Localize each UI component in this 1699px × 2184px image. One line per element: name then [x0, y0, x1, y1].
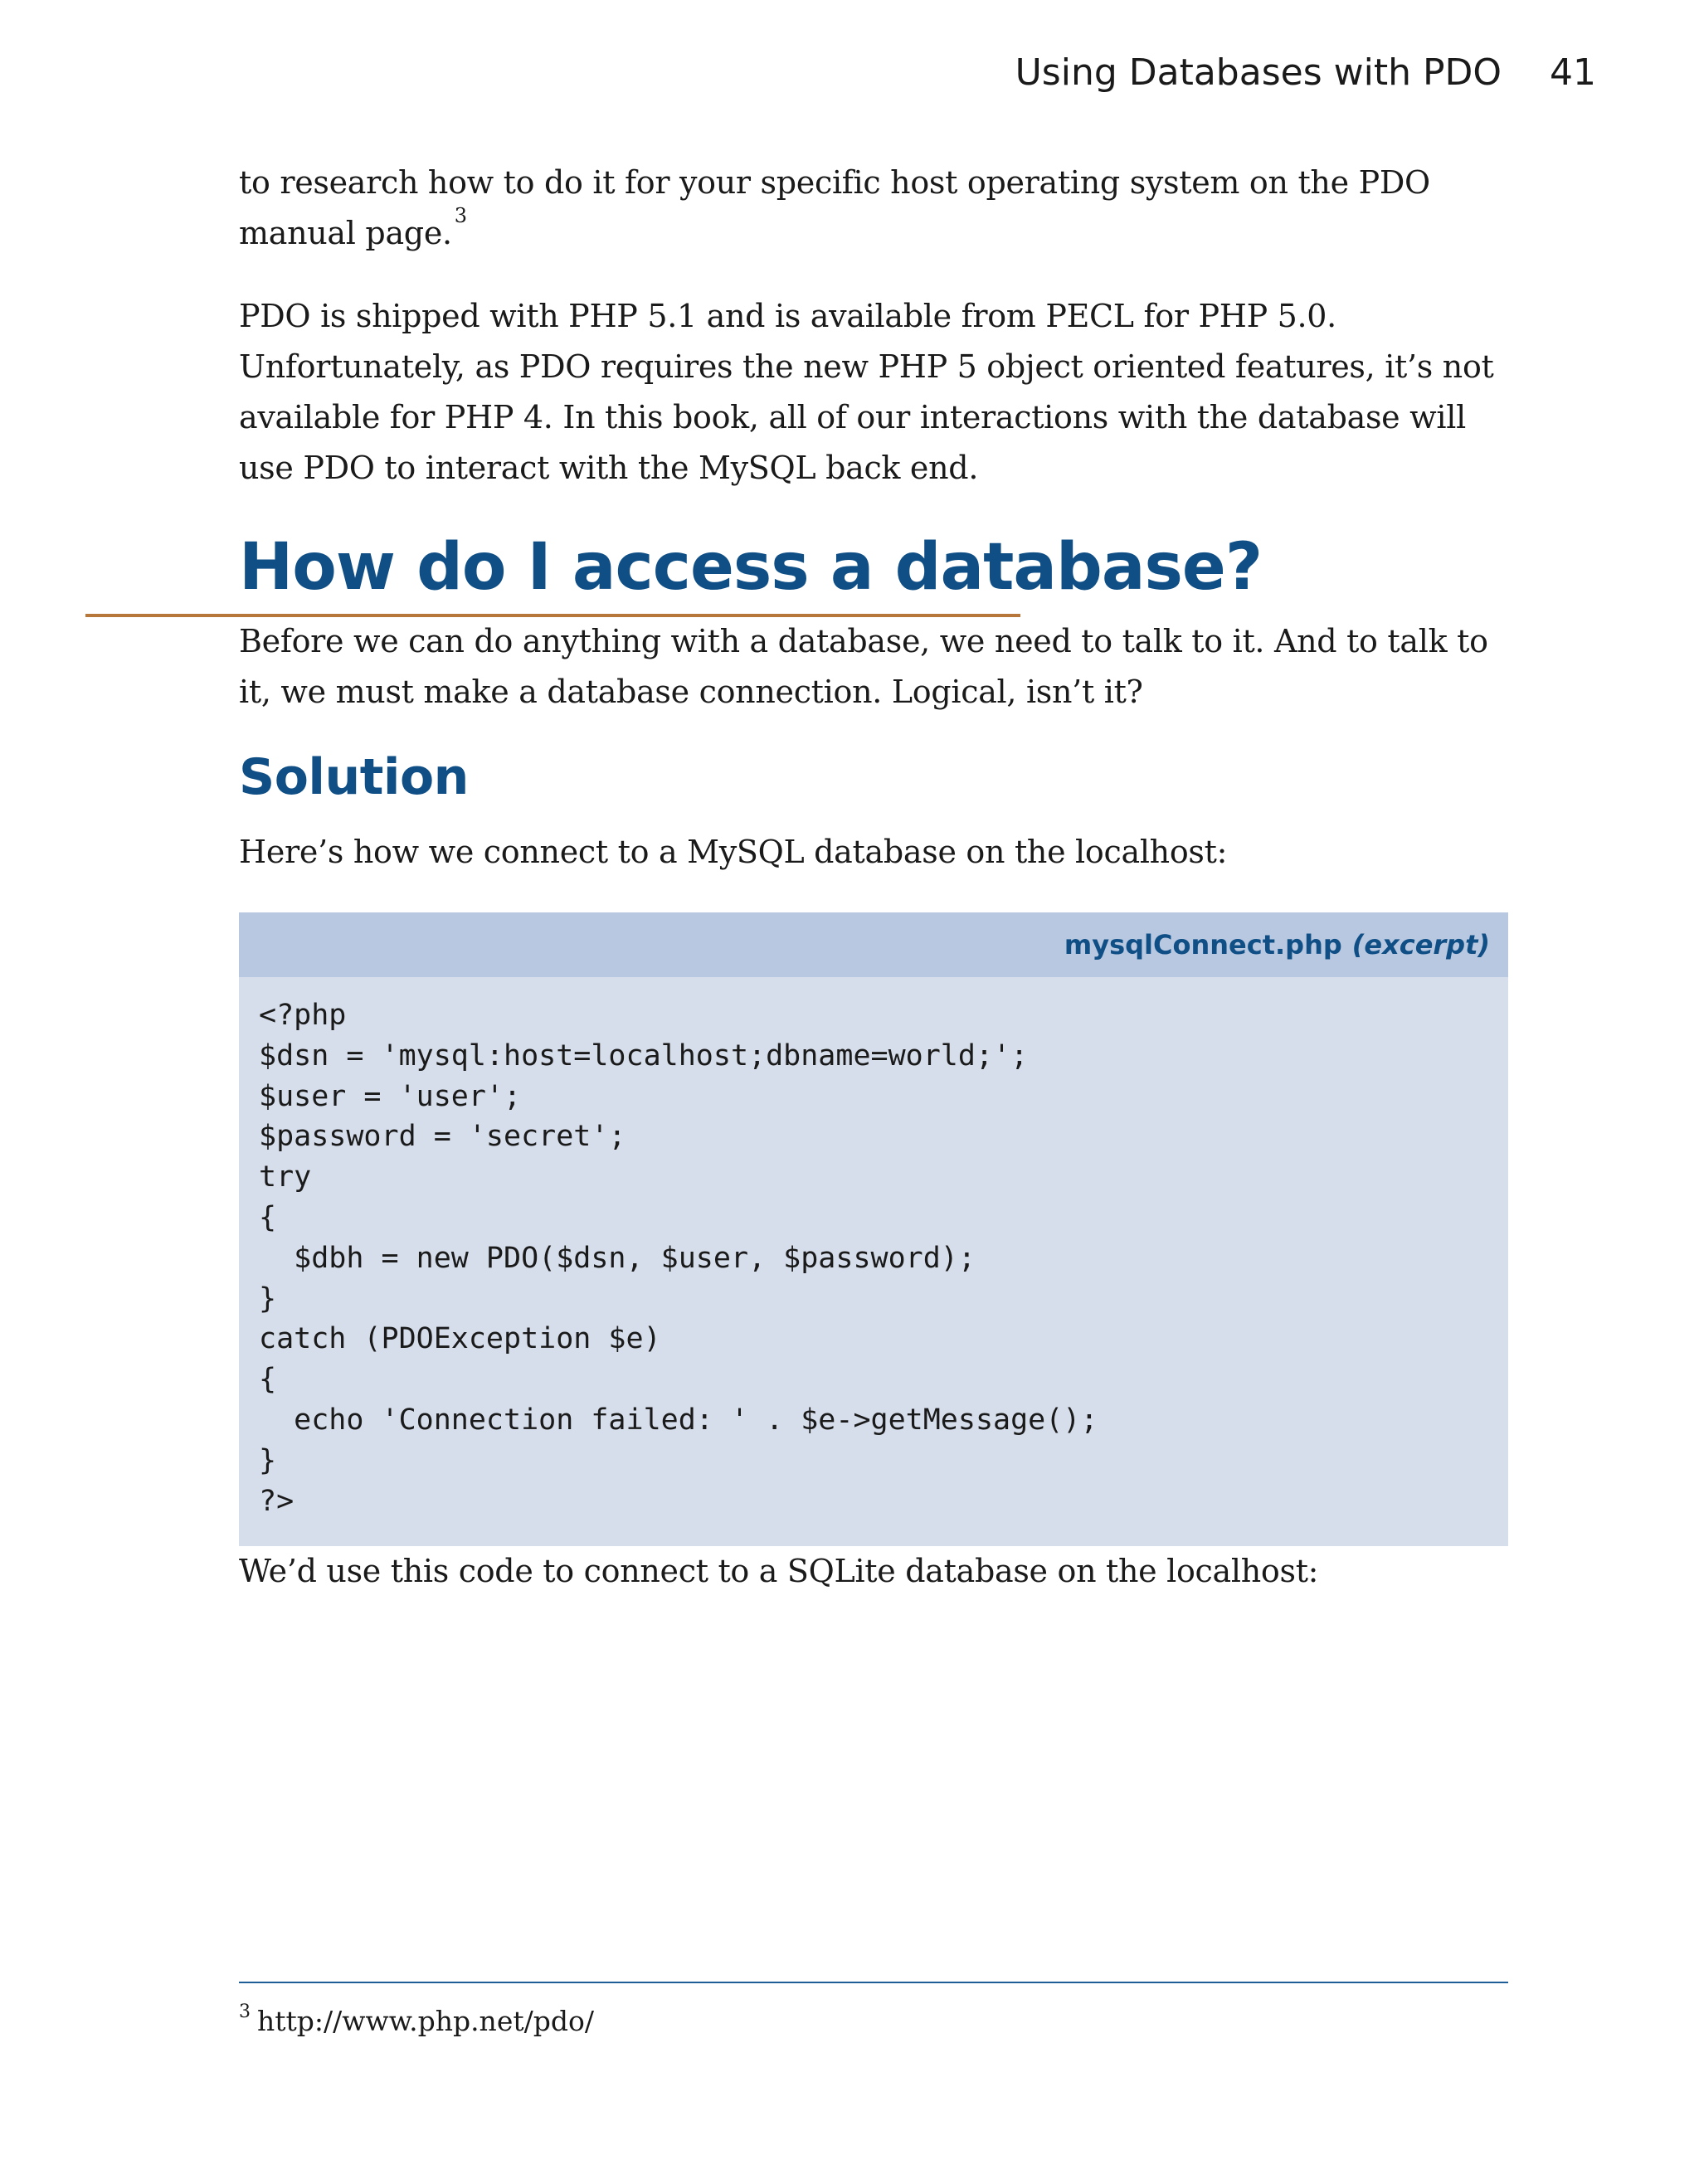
code-body [239, 977, 1508, 1546]
page-content [239, 158, 1508, 1597]
footnote-link[interactable]: http://www.php.net/pdo/ [257, 2005, 594, 2037]
running-header [1015, 51, 1596, 94]
code-line: ?> [259, 1484, 295, 1518]
after-code-paragraph: We’d use this code to connect to a SQLite database on the localhost: [239, 1553, 1319, 1590]
section-heading: How do I access a database? [239, 530, 1263, 605]
code-filename: mysqlConnect.php [1064, 929, 1342, 961]
code-line: { [259, 1200, 277, 1234]
heading-underline [85, 614, 1020, 617]
footnote-reference[interactable]: 3 [454, 204, 467, 227]
solution-heading: Solution [239, 748, 469, 806]
code-listing [239, 912, 1508, 1546]
code-line: echo 'Connection failed: ' . $e->getMessage(); [259, 1403, 1098, 1437]
intro-paragraph-2: PDO is shipped with PHP 5.1 and is available from PECL for PHP 5.0. Unfortunately, as PDO requires the new PHP 5 object oriented features, it’s not available for PHP 4. In this book, all of our interactions with the database will use PDO to interact with the MySQL back end. [239, 298, 1494, 486]
code-listing-title [239, 912, 1508, 977]
footnote [239, 2001, 594, 2042]
page-number: 41 [1550, 51, 1596, 94]
code-line: $dsn = 'mysql:host=localhost;dbname=world;'; [259, 1038, 1029, 1073]
intro-paragraph-1-text: to research how to do it for your specific host operating system on the PDO manual page. [239, 164, 1430, 251]
code-line: try [259, 1160, 312, 1194]
code-line: } [259, 1282, 277, 1316]
code-line: { [259, 1363, 277, 1397]
code-line: $user = 'user'; [259, 1079, 522, 1113]
footnote-number: 3 [239, 2002, 251, 2022]
section-heading-wrap [239, 518, 1508, 616]
code-line: catch (PDOException $e) [259, 1322, 661, 1356]
solution-lead: Here’s how we connect to a MySQL database on the localhost: [239, 834, 1228, 870]
code-line: $password = 'secret'; [259, 1120, 626, 1154]
intro-paragraph-1 [239, 158, 1508, 259]
code-line: <?php [259, 999, 347, 1032]
code-excerpt-label: (excerpt) [1351, 929, 1490, 961]
section-paragraph: Before we can do anything with a database, we need to talk to it. And to talk to it, we must make a database connection. Logical, isn’t it? [239, 623, 1488, 710]
code-line: } [259, 1443, 277, 1477]
running-header-title: Using Databases with PDO [1015, 51, 1502, 94]
code-line: $dbh = new PDO($dsn, $user, $password); [259, 1241, 976, 1275]
footnote-divider [239, 1982, 1508, 1983]
